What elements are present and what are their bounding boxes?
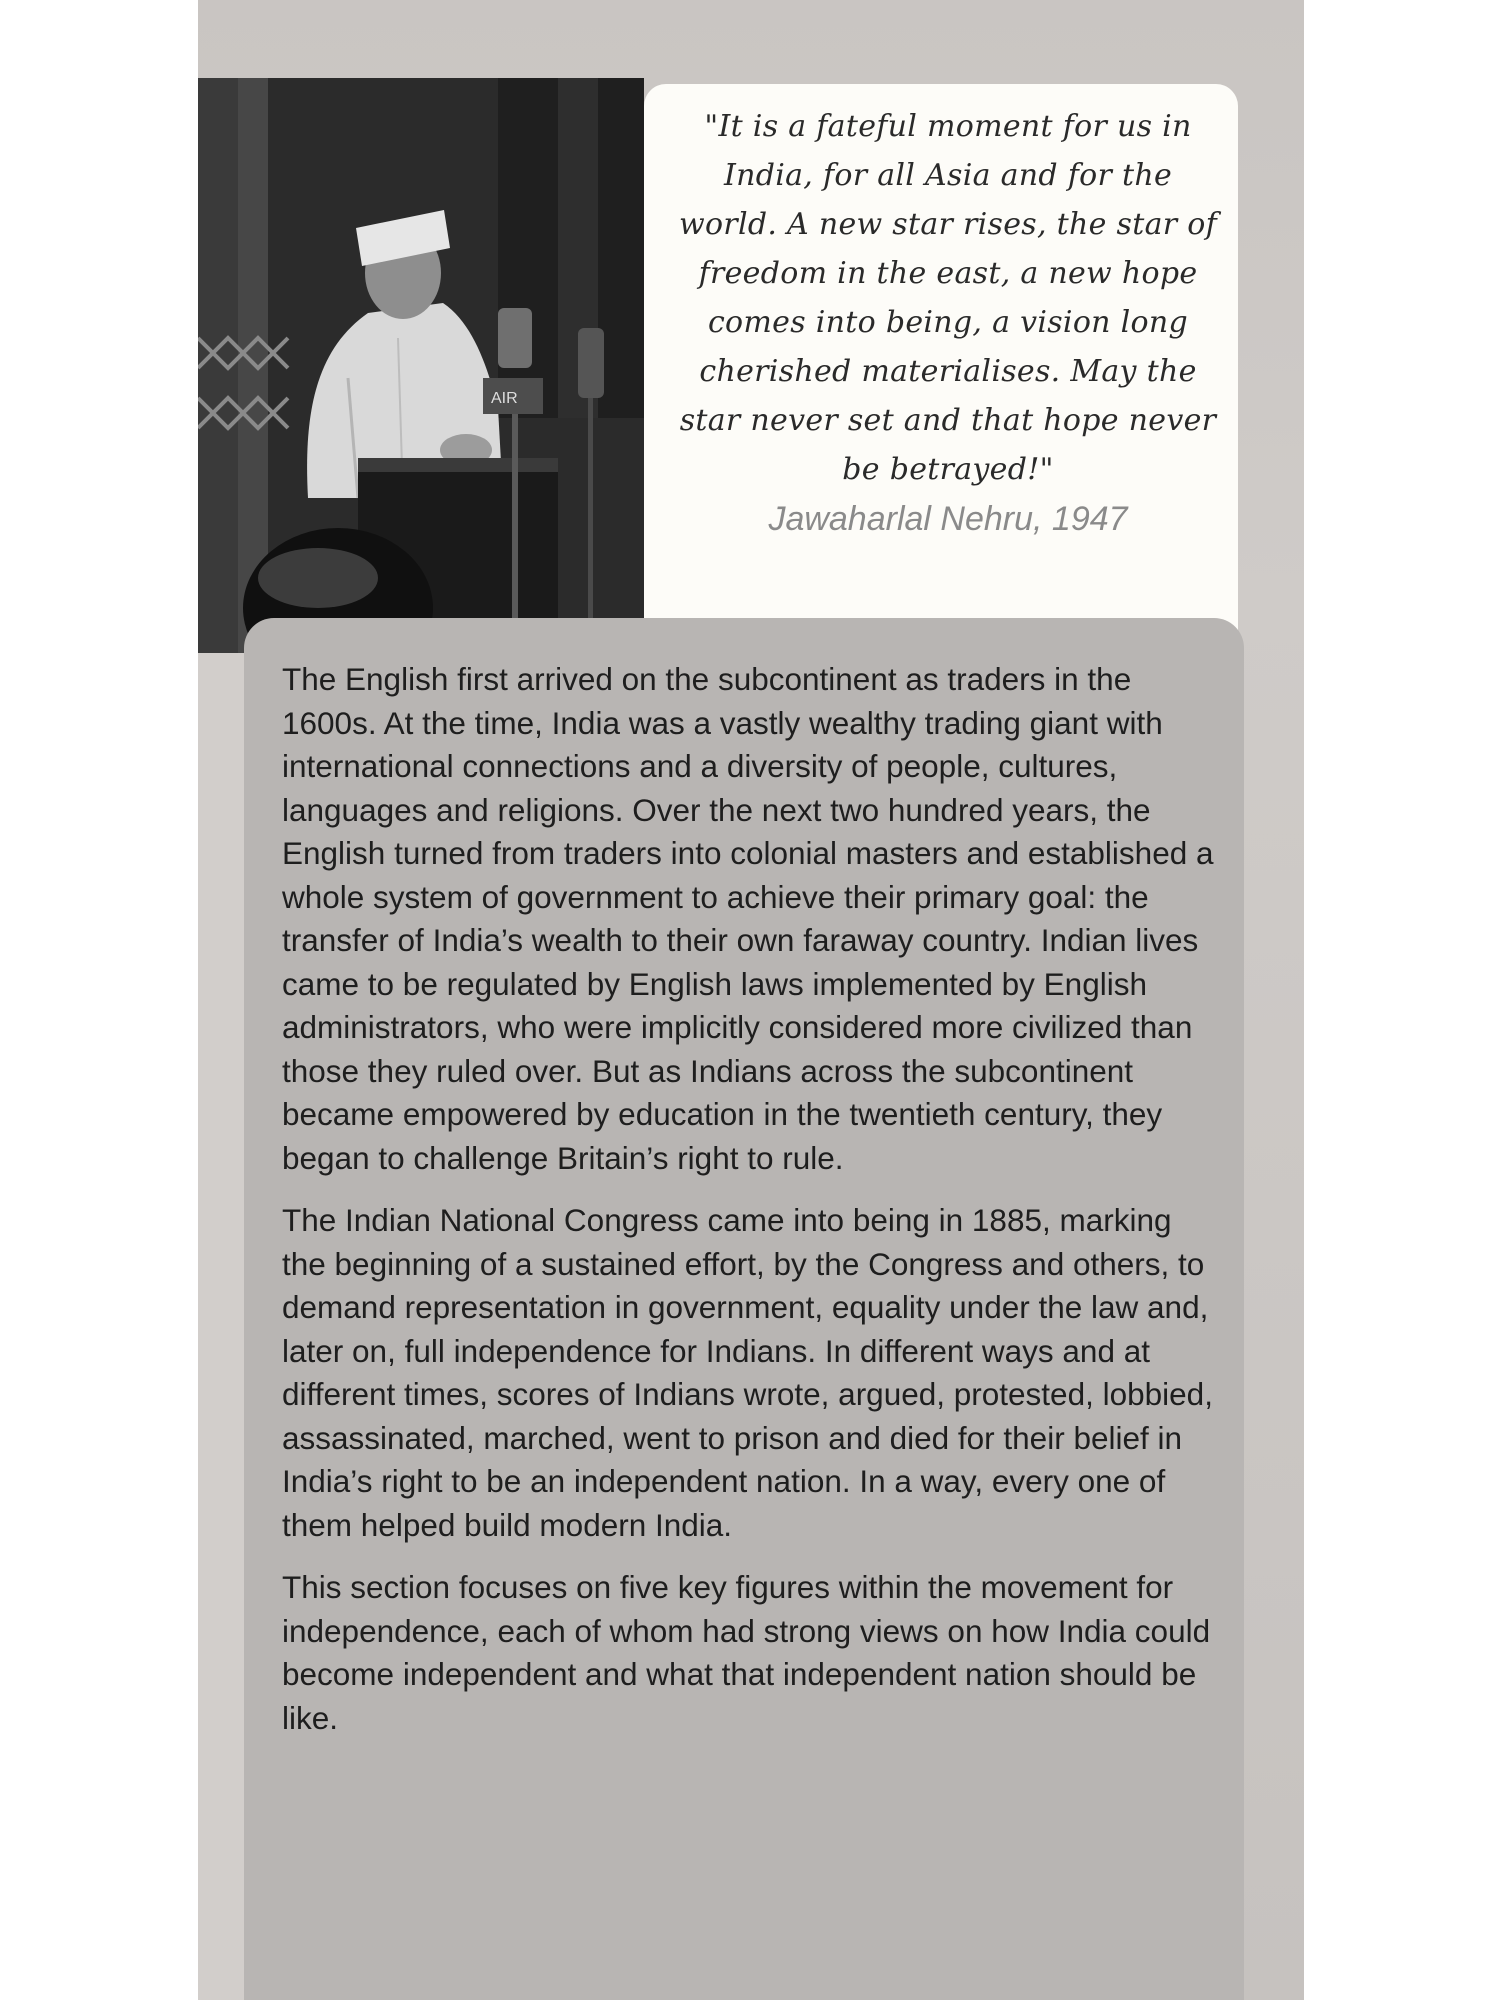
nehru-speech-photo	[198, 78, 644, 653]
microphone-label: AIR	[491, 390, 518, 407]
paragraph-2: The Indian National Congress came into being in 1885, marking the beginning of a sustained effort, by the Congress and others, to demand representation in government, equality under the law and, later on, full independence for Indians. In different ways and at different times, scores of Indians wrote, argued, protested, lobbied, assassinated, marched, went to prison and died for their belief in India’s right to be an independent nation. In a way, every one of them helped build modern India.	[282, 1202, 1213, 1543]
paragraph-3: This section focuses on five key figures within the movement for independence, each of whom had strong views on how India could become independent and what that independent nation should be like.	[282, 1569, 1211, 1736]
paragraph-1: The English first arrived on the subcontinent as traders in the 1600s. At the time, India was a vastly wealthy trading giant with international connections and a diversity of people, cultures, languages and religions. Over the next two hundred years, the English turned from traders into colonial masters and established a whole system of government to achieve their primary goal: the transfer of India’s wealth to their own faraway country. Indian lives came to be regulated by English laws implemented by English administrators, who were implicitly considered more civilized than those they ruled over. But as Indians across the subcontinent became empowered by education in the twentieth century, they began to challenge Britain’s right to rule.	[282, 661, 1214, 1176]
quote-card	[644, 84, 1238, 644]
book-page	[198, 0, 1304, 2000]
body-text	[282, 658, 1222, 1759]
quote-author: Jawaharlal Nehru, 1947	[768, 500, 1128, 538]
text-panel	[244, 618, 1244, 2000]
nehru-quote: "It is a fateful moment for us in India, for all Asia and for the world. A new star rises, the star of freedom in the east, a new hope comes into being, a vision long cherished materialises. May the star never set and that hope never be betrayed!"	[678, 109, 1218, 487]
photo-illustration	[198, 78, 644, 653]
